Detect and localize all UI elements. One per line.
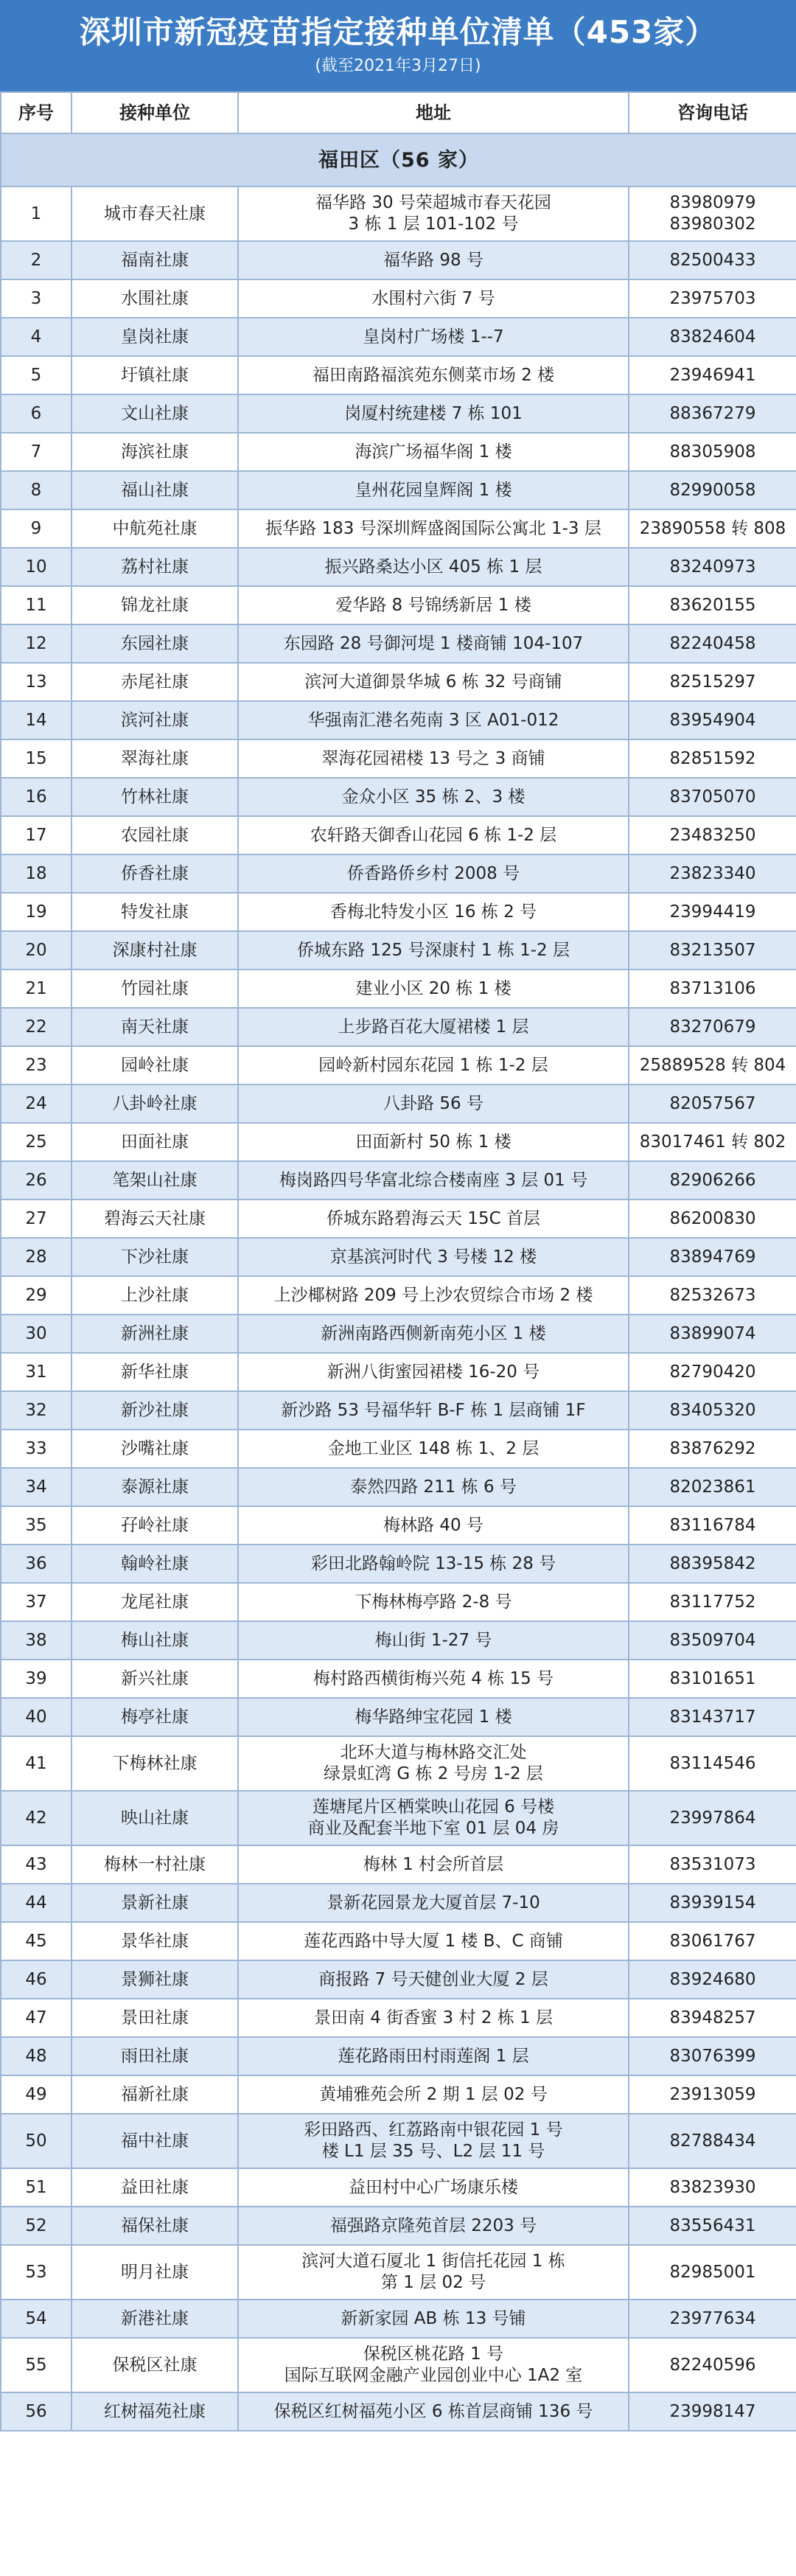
table-row (1, 1353, 796, 1391)
row-unit-name: 孖岭社康 (71, 1506, 238, 1545)
row-number: 13 (1, 663, 71, 701)
table-row (1, 2338, 796, 2392)
row-phone: 23997864 (629, 1791, 796, 1845)
row-phone: 23823340 (629, 854, 796, 893)
table-row (1, 1506, 796, 1545)
table-row (1, 509, 796, 548)
row-phone: 23975703 (629, 279, 796, 318)
row-number: 29 (1, 1276, 71, 1315)
row-unit-name: 新港社康 (71, 2300, 238, 2338)
table-row (1, 663, 796, 701)
row-unit-name: 水围社康 (71, 279, 238, 318)
row-number: 15 (1, 739, 71, 778)
table-row (1, 624, 796, 663)
table-row (1, 2392, 796, 2431)
row-unit-name: 碧海云天社康 (71, 1200, 238, 1238)
row-phone: 83143717 (629, 1698, 796, 1736)
row-number: 11 (1, 586, 71, 624)
row-number: 38 (1, 1621, 71, 1660)
table-row (1, 279, 796, 318)
row-unit-name: 新华社康 (71, 1353, 238, 1391)
table-row (1, 1922, 796, 1960)
table-row (1, 854, 796, 893)
row-number: 26 (1, 1161, 71, 1200)
row-unit-name: 海滨社康 (71, 433, 238, 471)
row-number: 18 (1, 854, 71, 893)
row-phone: 82906266 (629, 1161, 796, 1200)
row-phone: 23483250 (629, 816, 796, 854)
row-phone: 83980979 83980302 (629, 187, 796, 241)
table-row (1, 1621, 796, 1660)
district-label: 福田区（56 家） (1, 133, 796, 187)
row-address: 香梅北特发小区 16 栋 2 号 (238, 893, 629, 931)
row-number: 12 (1, 624, 71, 663)
row-number: 55 (1, 2338, 71, 2392)
table-row (1, 1791, 796, 1845)
row-unit-name: 新洲社康 (71, 1315, 238, 1353)
row-phone: 83939154 (629, 1884, 796, 1922)
table-row (1, 1238, 796, 1276)
row-unit-name: 新兴社康 (71, 1660, 238, 1698)
row-unit-name: 滨河社康 (71, 701, 238, 739)
column-header-unit: 接种单位 (71, 92, 238, 133)
row-address: 翠海花园裙楼 13 号之 3 商铺 (238, 739, 629, 778)
row-unit-name: 八卦岭社康 (71, 1085, 238, 1123)
row-unit-name: 景新社康 (71, 1884, 238, 1922)
row-address: 新洲八街蜜园裙楼 16-20 号 (238, 1353, 629, 1391)
row-phone: 82240458 (629, 624, 796, 663)
row-phone: 23977634 (629, 2300, 796, 2338)
row-number: 10 (1, 548, 71, 586)
row-address: 福华路 30 号荣超城市春天花园 3 栋 1 层 101-102 号 (238, 187, 629, 241)
row-address: 彩田北路翰岭院 13-15 栋 28 号 (238, 1545, 629, 1583)
table-row (1, 1845, 796, 1884)
row-address: 侨城东路 125 号深康村 1 栋 1-2 层 (238, 931, 629, 970)
row-address: 景新花园景龙大厦首层 7-10 (238, 1884, 629, 1922)
row-phone: 23998147 (629, 2392, 796, 2431)
row-phone: 82788434 (629, 2114, 796, 2168)
table-row (1, 1736, 796, 1791)
row-phone: 82500433 (629, 241, 796, 279)
table-row (1, 893, 796, 931)
row-phone: 83705070 (629, 778, 796, 816)
row-address: 梅山街 1-27 号 (238, 1621, 629, 1660)
table-row (1, 2245, 796, 2300)
row-number: 7 (1, 433, 71, 471)
row-number: 14 (1, 701, 71, 739)
column-header-phone: 咨询电话 (629, 92, 796, 133)
row-number: 53 (1, 2245, 71, 2300)
row-number: 2 (1, 241, 71, 279)
table-row (1, 1085, 796, 1123)
row-phone: 23890558 转 808 (629, 509, 796, 548)
row-address: 福强路京隆苑首层 2203 号 (238, 2207, 629, 2245)
row-address: 新洲南路西侧新南苑小区 1 楼 (238, 1315, 629, 1353)
row-address: 益田村中心广场康乐楼 (238, 2168, 629, 2207)
row-address: 振华路 183 号深圳辉盛阁国际公寓北 1-3 层 (238, 509, 629, 548)
page-title: 深圳市新冠疫苗指定接种单位清单（453家） (79, 14, 717, 50)
row-number: 45 (1, 1922, 71, 1960)
table-row (1, 394, 796, 433)
row-address: 北环大道与梅林路交汇处 绿景虹湾 G 栋 2 号房 1-2 层 (238, 1736, 629, 1791)
table-row (1, 1545, 796, 1583)
row-address: 福华路 98 号 (238, 241, 629, 279)
row-address: 景田南 4 街香蜜 3 村 2 栋 1 层 (238, 1999, 629, 2037)
row-unit-name: 雨田社康 (71, 2037, 238, 2075)
table-header-row (1, 92, 796, 133)
table-row (1, 1698, 796, 1736)
row-number: 43 (1, 1845, 71, 1884)
row-number: 33 (1, 1430, 71, 1468)
row-phone: 83076399 (629, 2037, 796, 2075)
row-address: 新沙路 53 号福华轩 B-F 栋 1 层商铺 1F (238, 1391, 629, 1430)
row-unit-name: 明月社康 (71, 2245, 238, 2300)
row-unit-name: 翰岭社康 (71, 1545, 238, 1583)
row-phone: 83823930 (629, 2168, 796, 2207)
row-address: 建业小区 20 栋 1 楼 (238, 970, 629, 1008)
row-unit-name: 中航苑社康 (71, 509, 238, 548)
column-header-address: 地址 (238, 92, 629, 133)
row-phone: 88395842 (629, 1545, 796, 1583)
row-number: 46 (1, 1960, 71, 1999)
table-row (1, 586, 796, 624)
row-number: 28 (1, 1238, 71, 1276)
row-address: 彩田路西、红荔路南中银花园 1 号 楼 L1 层 35 号、L2 层 11 号 (238, 2114, 629, 2168)
row-unit-name: 赤尾社康 (71, 663, 238, 701)
row-phone: 83509704 (629, 1621, 796, 1660)
row-unit-name: 城市春天社康 (71, 187, 238, 241)
table-row (1, 1276, 796, 1315)
district-row (1, 133, 796, 187)
table-row (1, 1468, 796, 1506)
row-unit-name: 景狮社康 (71, 1960, 238, 1999)
table-row (1, 1960, 796, 1999)
table-row (1, 471, 796, 509)
row-number: 6 (1, 394, 71, 433)
row-phone: 86200830 (629, 1200, 796, 1238)
row-unit-name: 泰源社康 (71, 1468, 238, 1506)
row-address: 田面新村 50 栋 1 楼 (238, 1123, 629, 1161)
row-unit-name: 福山社康 (71, 471, 238, 509)
table-row (1, 2037, 796, 2075)
row-unit-name: 皇岗社康 (71, 318, 238, 356)
row-address: 上步路百花大厦裙楼 1 层 (238, 1008, 629, 1046)
row-phone: 83824604 (629, 318, 796, 356)
row-address: 泰然四路 211 栋 6 号 (238, 1468, 629, 1506)
row-address: 保税区桃花路 1 号 国际互联网金融产业园创业中心 1A2 室 (238, 2338, 629, 2392)
row-phone: 83101651 (629, 1660, 796, 1698)
row-phone: 23913059 (629, 2075, 796, 2114)
row-number: 16 (1, 778, 71, 816)
row-unit-name: 梅山社康 (71, 1621, 238, 1660)
row-number: 8 (1, 471, 71, 509)
row-address: 梅华路绅宝花园 1 楼 (238, 1698, 629, 1736)
row-phone: 83061767 (629, 1922, 796, 1960)
row-address: 上沙椰树路 209 号上沙农贸综合市场 2 楼 (238, 1276, 629, 1315)
row-phone: 83270679 (629, 1008, 796, 1046)
row-number: 32 (1, 1391, 71, 1430)
row-number: 21 (1, 970, 71, 1008)
row-unit-name: 福中社康 (71, 2114, 238, 2168)
row-address: 爱华路 8 号锦绣新居 1 楼 (238, 586, 629, 624)
row-unit-name: 红树福苑社康 (71, 2392, 238, 2431)
row-phone: 83117752 (629, 1583, 796, 1621)
row-unit-name: 景华社康 (71, 1922, 238, 1960)
row-number: 19 (1, 893, 71, 931)
table-row (1, 970, 796, 1008)
row-number: 25 (1, 1123, 71, 1161)
row-phone: 82515297 (629, 663, 796, 701)
row-unit-name: 锦龙社康 (71, 586, 238, 624)
row-unit-name: 梅林一村社康 (71, 1845, 238, 1884)
row-address: 八卦路 56 号 (238, 1085, 629, 1123)
row-number: 48 (1, 2037, 71, 2075)
row-unit-name: 下梅林社康 (71, 1736, 238, 1791)
table-row (1, 1999, 796, 2037)
row-number: 22 (1, 1008, 71, 1046)
row-address: 园岭新村园东花园 1 栋 1-2 层 (238, 1046, 629, 1085)
row-phone: 83405320 (629, 1391, 796, 1430)
row-number: 5 (1, 356, 71, 394)
row-phone: 23946941 (629, 356, 796, 394)
row-phone: 83899074 (629, 1315, 796, 1353)
row-unit-name: 沙嘴社康 (71, 1430, 238, 1468)
row-phone: 83114546 (629, 1736, 796, 1791)
row-number: 52 (1, 2207, 71, 2245)
row-phone: 83556431 (629, 2207, 796, 2245)
vaccination-sites-table (0, 91, 796, 2431)
row-unit-name: 圩镇社康 (71, 356, 238, 394)
table-row (1, 2168, 796, 2207)
row-number: 51 (1, 2168, 71, 2207)
row-number: 35 (1, 1506, 71, 1545)
table-row (1, 2300, 796, 2338)
row-address: 梅林 1 村会所首层 (238, 1845, 629, 1884)
row-address: 华强南汇港名苑南 3 区 A01-012 (238, 701, 629, 739)
row-number: 1 (1, 187, 71, 241)
row-unit-name: 下沙社康 (71, 1238, 238, 1276)
row-phone: 83954904 (629, 701, 796, 739)
row-unit-name: 荔村社康 (71, 548, 238, 586)
table-row (1, 241, 796, 279)
table-row (1, 2207, 796, 2245)
row-unit-name: 东园社康 (71, 624, 238, 663)
row-number: 40 (1, 1698, 71, 1736)
row-unit-name: 梅亭社康 (71, 1698, 238, 1736)
table-row (1, 1315, 796, 1353)
row-phone: 25889528 转 804 (629, 1046, 796, 1085)
row-number: 54 (1, 2300, 71, 2338)
row-phone: 82240596 (629, 2338, 796, 2392)
row-address: 梅林路 40 号 (238, 1506, 629, 1545)
table-row (1, 433, 796, 471)
row-phone: 83017461 转 802 (629, 1123, 796, 1161)
page-subtitle: (截至2021年3月27日) (315, 57, 481, 75)
row-phone: 83948257 (629, 1999, 796, 2037)
row-unit-name: 福南社康 (71, 241, 238, 279)
table-row (1, 187, 796, 241)
table-row (1, 1200, 796, 1238)
row-phone: 83116784 (629, 1506, 796, 1545)
row-unit-name: 竹园社康 (71, 970, 238, 1008)
table-row (1, 2114, 796, 2168)
row-address: 福田南路福滨苑东侧菜市场 2 楼 (238, 356, 629, 394)
row-address: 侨城东路碧海云天 15C 首层 (238, 1200, 629, 1238)
row-phone: 82057567 (629, 1085, 796, 1123)
row-address: 下梅林梅亭路 2-8 号 (238, 1583, 629, 1621)
row-unit-name: 保税区社康 (71, 2338, 238, 2392)
table-row (1, 739, 796, 778)
row-address: 滨河大道御景华城 6 栋 32 号商铺 (238, 663, 629, 701)
row-address: 金地工业区 148 栋 1、2 层 (238, 1430, 629, 1468)
table-row (1, 1161, 796, 1200)
column-header-no: 序号 (1, 92, 71, 133)
row-address: 东园路 28 号御河堤 1 楼商铺 104-107 (238, 624, 629, 663)
row-unit-name: 益田社康 (71, 2168, 238, 2207)
row-unit-name: 福新社康 (71, 2075, 238, 2114)
row-address: 海滨广场福华阁 1 楼 (238, 433, 629, 471)
row-number: 4 (1, 318, 71, 356)
row-phone: 83876292 (629, 1430, 796, 1468)
table-row (1, 1430, 796, 1468)
table-row (1, 356, 796, 394)
row-number: 30 (1, 1315, 71, 1353)
row-number: 44 (1, 1884, 71, 1922)
row-address: 振兴路桑达小区 405 栋 1 层 (238, 548, 629, 586)
table-row (1, 931, 796, 970)
row-unit-name: 田面社康 (71, 1123, 238, 1161)
row-number: 36 (1, 1545, 71, 1583)
row-phone: 82851592 (629, 739, 796, 778)
table-row (1, 318, 796, 356)
table-row (1, 1046, 796, 1085)
row-phone: 83924680 (629, 1960, 796, 1999)
row-phone: 88367279 (629, 394, 796, 433)
header-banner (0, 0, 796, 91)
row-phone: 83531073 (629, 1845, 796, 1884)
row-phone: 83240973 (629, 548, 796, 586)
row-phone: 82790420 (629, 1353, 796, 1391)
row-phone: 83213507 (629, 931, 796, 970)
row-number: 56 (1, 2392, 71, 2431)
row-unit-name: 文山社康 (71, 394, 238, 433)
row-unit-name: 深康村社康 (71, 931, 238, 970)
row-number: 49 (1, 2075, 71, 2114)
row-address: 商报路 7 号天健创业大厦 2 层 (238, 1960, 629, 1999)
row-address: 滨河大道石厦北 1 街信托花园 1 栋 第 1 层 02 号 (238, 2245, 629, 2300)
row-number: 20 (1, 931, 71, 970)
row-phone: 88305908 (629, 433, 796, 471)
row-number: 34 (1, 1468, 71, 1506)
row-address: 皇州花园皇辉阁 1 楼 (238, 471, 629, 509)
row-number: 24 (1, 1085, 71, 1123)
row-phone: 82023861 (629, 1468, 796, 1506)
row-unit-name: 上沙社康 (71, 1276, 238, 1315)
row-unit-name: 龙尾社康 (71, 1583, 238, 1621)
row-number: 41 (1, 1736, 71, 1791)
table-row (1, 816, 796, 854)
row-phone: 82985001 (629, 2245, 796, 2300)
row-address: 莲花路雨田村雨莲阁 1 层 (238, 2037, 629, 2075)
row-address: 黄埔雅苑会所 2 期 1 层 02 号 (238, 2075, 629, 2114)
row-address: 农轩路天御香山花园 6 栋 1-2 层 (238, 816, 629, 854)
table-body (1, 133, 796, 2431)
table-row (1, 1660, 796, 1698)
table-row (1, 548, 796, 586)
row-address: 莲塘尾片区栖棠映山花园 6 号楼 商业及配套半地下室 01 层 04 房 (238, 1791, 629, 1845)
row-unit-name: 农园社康 (71, 816, 238, 854)
table-row (1, 2075, 796, 2114)
row-number: 47 (1, 1999, 71, 2037)
row-phone: 83894769 (629, 1238, 796, 1276)
row-number: 27 (1, 1200, 71, 1238)
row-address: 梅村路西横街梅兴苑 4 栋 15 号 (238, 1660, 629, 1698)
row-address: 新新家园 AB 栋 13 号铺 (238, 2300, 629, 2338)
row-address: 水围村六街 7 号 (238, 279, 629, 318)
table-row (1, 701, 796, 739)
row-unit-name: 笔架山社康 (71, 1161, 238, 1200)
row-number: 23 (1, 1046, 71, 1085)
row-phone: 83713106 (629, 970, 796, 1008)
table-row (1, 1391, 796, 1430)
row-address: 京基滨河时代 3 号楼 12 楼 (238, 1238, 629, 1276)
table-row (1, 1008, 796, 1046)
row-unit-name: 景田社康 (71, 1999, 238, 2037)
row-unit-name: 特发社康 (71, 893, 238, 931)
table-row (1, 1583, 796, 1621)
row-unit-name: 新沙社康 (71, 1391, 238, 1430)
row-address: 皇岗村广场楼 1--7 (238, 318, 629, 356)
row-unit-name: 映山社康 (71, 1791, 238, 1845)
row-number: 50 (1, 2114, 71, 2168)
row-phone: 82990058 (629, 471, 796, 509)
row-unit-name: 侨香社康 (71, 854, 238, 893)
row-number: 17 (1, 816, 71, 854)
table-row (1, 778, 796, 816)
row-number: 31 (1, 1353, 71, 1391)
row-unit-name: 福保社康 (71, 2207, 238, 2245)
row-phone: 23994419 (629, 893, 796, 931)
row-number: 42 (1, 1791, 71, 1845)
row-address: 莲花西路中导大厦 1 楼 B、C 商铺 (238, 1922, 629, 1960)
row-number: 39 (1, 1660, 71, 1698)
row-number: 3 (1, 279, 71, 318)
row-address: 金众小区 35 栋 2、3 楼 (238, 778, 629, 816)
row-unit-name: 竹林社康 (71, 778, 238, 816)
row-unit-name: 翠海社康 (71, 739, 238, 778)
row-phone: 82532673 (629, 1276, 796, 1315)
row-number: 37 (1, 1583, 71, 1621)
row-number: 9 (1, 509, 71, 548)
row-address: 保税区红树福苑小区 6 栋首层商铺 136 号 (238, 2392, 629, 2431)
row-address: 侨香路侨乡村 2008 号 (238, 854, 629, 893)
row-unit-name: 园岭社康 (71, 1046, 238, 1085)
row-unit-name: 南天社康 (71, 1008, 238, 1046)
table-row (1, 1123, 796, 1161)
row-address: 岗厦村统建楼 7 栋 101 (238, 394, 629, 433)
row-address: 梅岗路四号华富北综合楼南座 3 层 01 号 (238, 1161, 629, 1200)
row-phone: 83620155 (629, 586, 796, 624)
table-row (1, 1884, 796, 1922)
